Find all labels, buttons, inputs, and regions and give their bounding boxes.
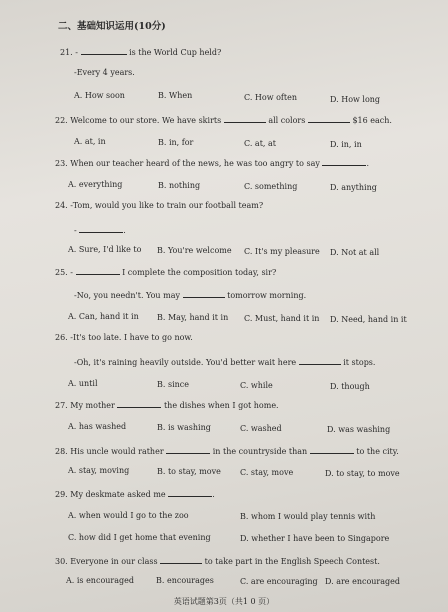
answer-blank[interactable] [310, 445, 354, 454]
answer-blank[interactable] [308, 114, 350, 123]
question-28: 28. His uncle would rather in the countryside than to the city. [55, 447, 399, 456]
question-23: 23. When our teacher heard of the news, he was too angry to say . [55, 159, 369, 168]
question-22: 22. Welcome to our store. We have skirts all colors $16 each. [55, 116, 392, 125]
section-title: 二、基础知识运用(10分) [58, 21, 166, 32]
option-23-c[interactable]: C. something [244, 182, 298, 191]
answer-blank[interactable] [168, 488, 212, 497]
option-21-b[interactable]: B. When [158, 91, 193, 100]
option-22-a[interactable]: A. at, in [74, 137, 106, 146]
question-30: 30. Everyone in our class to take part in the English Speech Contest. [55, 557, 380, 566]
question-24: 24. -Tom, would you like to train our football team? [55, 201, 264, 210]
option-26-c[interactable]: C. while [240, 381, 273, 390]
option-25-c[interactable]: C. Must, hand it in [244, 314, 320, 323]
option-25-a[interactable]: A. Can, hand it in [68, 312, 139, 321]
option-28-d[interactable]: D. to stay, to move [325, 469, 400, 478]
option-24-d[interactable]: D. Not at all [330, 248, 380, 257]
answer-blank[interactable] [117, 399, 161, 408]
option-23-b[interactable]: B. nothing [158, 181, 201, 190]
option-22-b[interactable]: B. in, for [158, 138, 194, 147]
option-21-d[interactable]: D. How long [330, 95, 381, 104]
option-30-c[interactable]: C. are encouraging [240, 577, 318, 586]
reply-24: - . [74, 226, 126, 235]
option-28-a[interactable]: A. stay, moving [68, 466, 130, 475]
option-25-b[interactable]: B. May, hand it in [157, 313, 229, 322]
option-25-d[interactable]: D. Need, hand in it [330, 315, 407, 324]
answer-blank[interactable] [81, 46, 127, 55]
answer-blank[interactable] [224, 114, 266, 123]
option-26-a[interactable]: A. until [68, 379, 98, 388]
reply-25: -No, you needn't. You may tomorrow morning. [74, 291, 307, 300]
answer-blank[interactable] [76, 266, 120, 275]
option-30-b[interactable]: B. encourages [156, 576, 214, 585]
option-27-a[interactable]: A. has washed [68, 422, 127, 431]
option-22-d[interactable]: D. in, in [330, 140, 362, 149]
option-30-a[interactable]: A. is encouraged [66, 576, 134, 585]
question-29: 29. My deskmate asked me . [55, 490, 215, 499]
option-23-d[interactable]: D. anything [330, 183, 377, 192]
option-29-c[interactable]: C. how did I get home that evening [68, 533, 211, 542]
option-29-d[interactable]: D. whether I have been to Singapore [240, 534, 390, 543]
option-29-b[interactable]: B. whom I would play tennis with [240, 512, 376, 521]
question-26: 26. -It's too late. I have to go now. [55, 333, 193, 342]
option-28-c[interactable]: C. stay, move [240, 468, 294, 477]
answer-blank[interactable] [79, 224, 123, 233]
question-25: 25. - I complete the composition today, sir? [55, 268, 277, 277]
reply-21: -Every 4 years. [74, 68, 135, 77]
answer-blank[interactable] [166, 445, 210, 454]
option-28-b[interactable]: B. to stay, move [157, 467, 221, 476]
answer-blank[interactable] [183, 289, 225, 298]
option-27-d[interactable]: D. was washing [327, 425, 391, 434]
answer-blank[interactable] [322, 157, 366, 166]
option-29-a[interactable]: A. when would I go to the zoo [68, 511, 189, 520]
answer-blank[interactable] [299, 356, 341, 365]
option-23-a[interactable]: A. everything [68, 180, 123, 189]
option-21-c[interactable]: C. How often [244, 93, 297, 102]
option-26-d[interactable]: D. though [330, 382, 370, 391]
option-21-a[interactable]: A. How soon [74, 91, 125, 100]
option-24-c[interactable]: C. It's my pleasure [244, 247, 320, 256]
option-24-b[interactable]: B. You're welcome [157, 246, 232, 255]
page-footer: 英语试题第3页（共1 0 页） [173, 597, 275, 606]
question-21: 21. - is the World Cup held? [60, 48, 222, 57]
option-26-b[interactable]: B. since [157, 380, 189, 389]
answer-blank[interactable] [160, 555, 202, 564]
option-27-b[interactable]: B. is washing [157, 423, 211, 432]
option-22-c[interactable]: C. at, at [244, 139, 276, 148]
option-30-d[interactable]: D. are encouraged [325, 577, 400, 586]
question-27: 27. My mother the dishes when I got home. [55, 401, 279, 410]
option-24-a[interactable]: A. Sure, I'd like to [68, 245, 142, 254]
reply-26: -Oh, it's raining heavily outside. You'd better wait here it stops. [74, 358, 376, 367]
option-27-c[interactable]: C. washed [240, 424, 282, 433]
